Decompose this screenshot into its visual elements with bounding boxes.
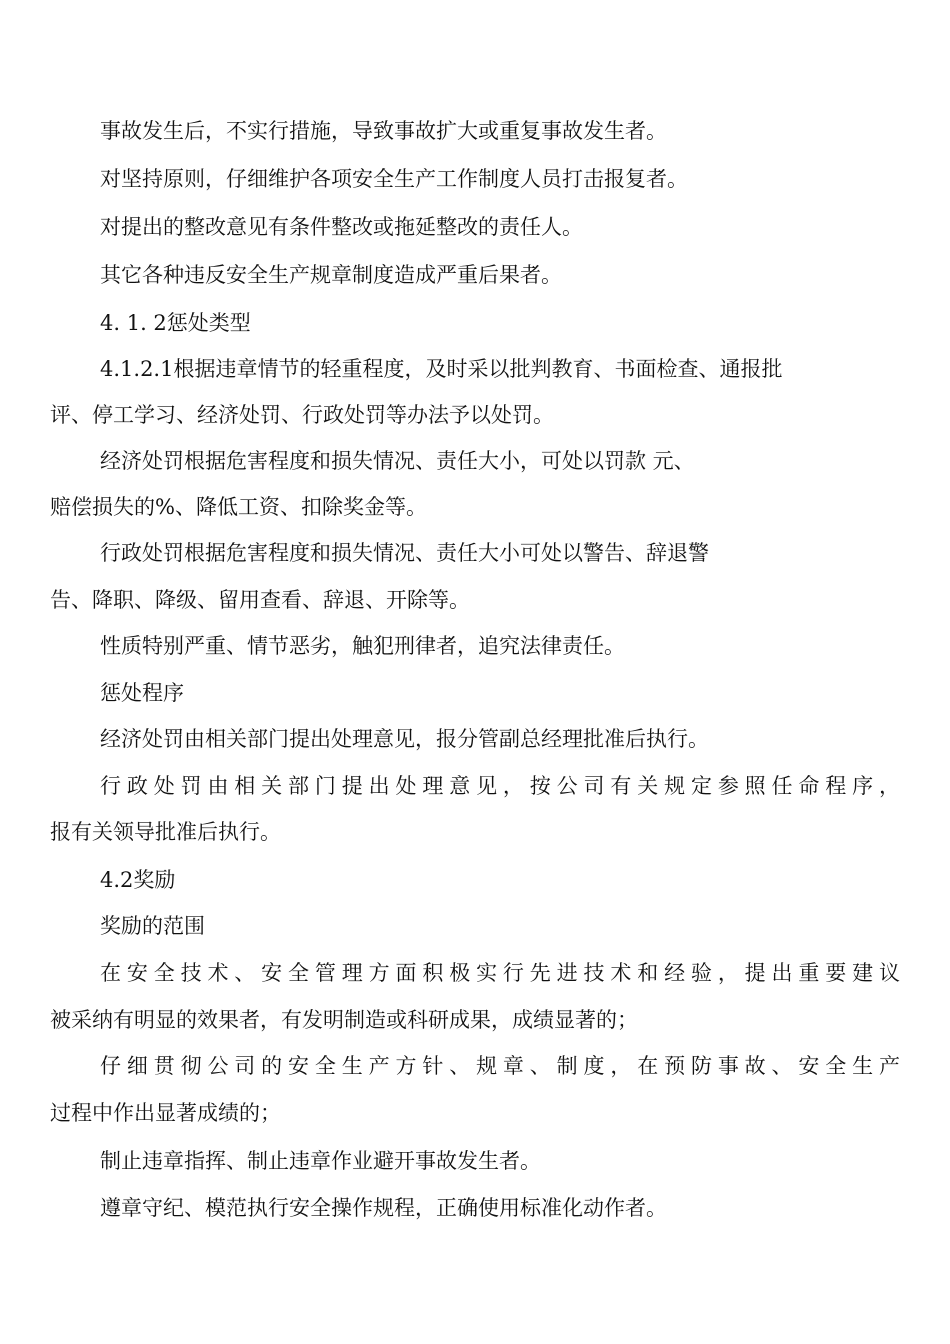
paragraph-line: 过程中作出显著成绩的； (50, 1101, 281, 1125)
paragraph-line: 行政处罚由相关部门提出处理意见，按公司有关规定参照任命程序， (100, 774, 900, 798)
paragraph-line: 经济处罚根据危害程度和损失情况、责任大小，可处以罚款 元、 (100, 449, 695, 473)
paragraph-line: 告、降职、降级、留用查看、辞退、开除等。 (50, 588, 470, 612)
section-heading: 4. 1. 2惩处类型 (100, 311, 251, 335)
section-heading: 惩处程序 (100, 681, 184, 705)
paragraph-line: 被采纳有明显的效果者，有发明制造或科研成果，成绩显著的； (50, 1008, 638, 1032)
paragraph-line: 在安全技术、安全管理方面积极实行先进技术和经验，提出重要建议 (100, 961, 900, 985)
paragraph-line: 其它各种违反安全生产规章制度造成严重后果者。 (100, 263, 562, 287)
paragraph-line: 仔细贯彻公司的安全生产方针、规章、制度，在预防事故、安全生产 (100, 1054, 900, 1078)
section-heading: 4.2奖励 (100, 868, 176, 892)
paragraph-line: 对坚持原则，仔细维护各项安全生产工作制度人员打击报复者。 (100, 167, 688, 191)
section-heading: 奖励的范围 (100, 914, 205, 938)
paragraph-line: 性质特别严重、情节恶劣，触犯刑律者，追究法律责任。 (100, 634, 625, 658)
paragraph-line: 经济处罚由相关部门提出处理意见，报分管副总经理批准后执行。 (100, 727, 709, 751)
paragraph-line: 报有关领导批准后执行。 (50, 820, 281, 844)
paragraph-line: 4.1.2.1根据违章情节的轻重程度，及时采以批判教育、书面检查、通报批 (100, 357, 783, 381)
paragraph-line: 事故发生后，不实行措施，导致事故扩大或重复事故发生者。 (100, 119, 667, 143)
paragraph-line: 评、停工学习、经济处罚、行政处罚等办法予以处罚。 (50, 403, 554, 427)
paragraph-line: 遵章守纪、模范执行安全操作规程，正确使用标准化动作者。 (100, 1196, 667, 1220)
paragraph-line: 赔偿损失的%、降低工资、扣除奖金等。 (50, 495, 427, 519)
paragraph-line: 对提出的整改意见有条件整改或拖延整改的责任人。 (100, 215, 583, 239)
paragraph-line: 制止违章指挥、制止违章作业避开事故发生者。 (100, 1149, 541, 1173)
paragraph-line: 行政处罚根据危害程度和损失情况、责任大小可处以警告、辞退警 (100, 541, 709, 565)
